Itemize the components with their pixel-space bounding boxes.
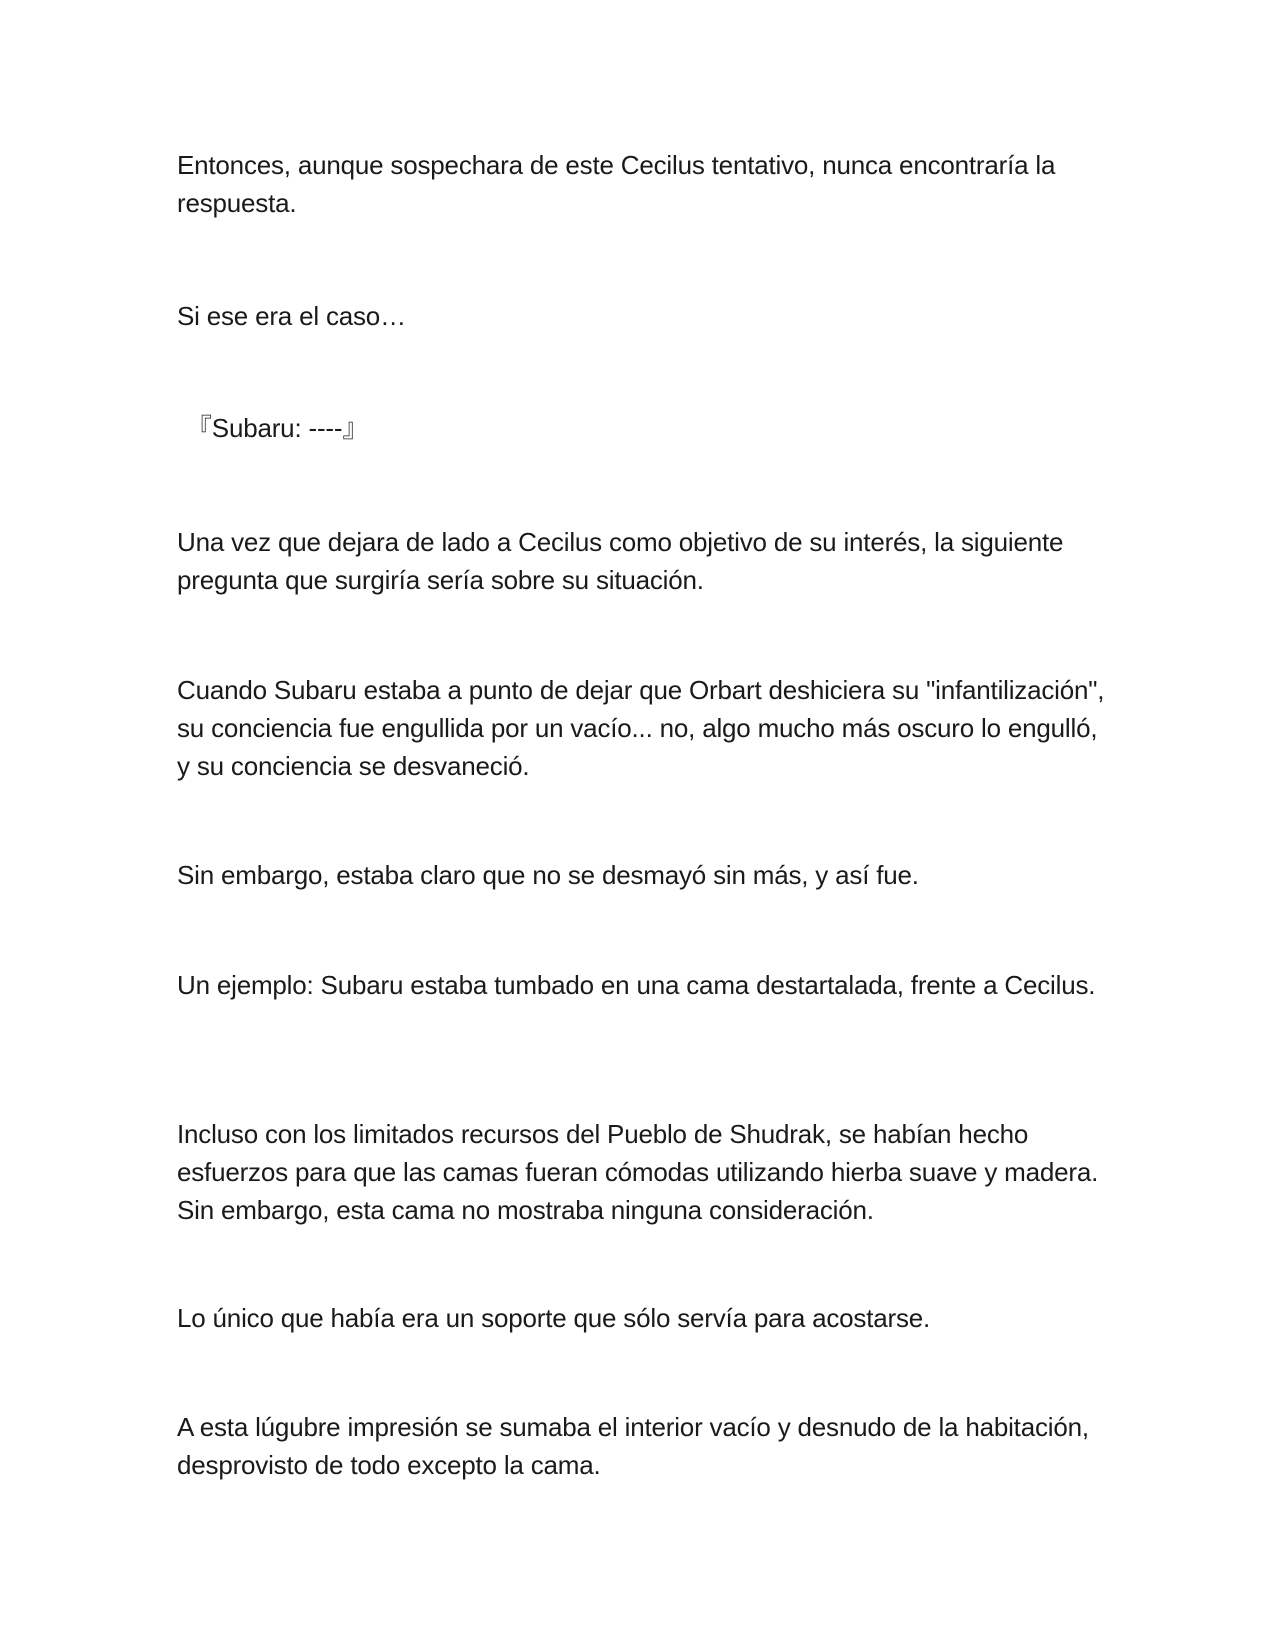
paragraph: Entonces, aunque sospechara de este Cecilus tentativo, nunca encontraría la respuesta. [177,150,1056,218]
paragraph: Lo único que había era un soporte que sólo servía para acostarse. [177,1303,931,1333]
paragraph: Cuando Subaru estaba a punto de dejar que Orbart deshiciera su "infantilización", su conciencia fue engullida por un vacío... no, algo mucho más oscuro lo engulló, y su conciencia se desvaneció. [177,675,1105,781]
paragraph: Una vez que dejara de lado a Cecilus como objetivo de su interés, la siguiente pregunta que surgiría sería sobre su situación. [177,527,1064,595]
paragraph: Un ejemplo: Subaru estaba tumbado en una cama destartalada, frente a Cecilus. [177,970,1096,1000]
dialogue-line: 『Subaru: ----』 [186,413,369,443]
paragraph: Incluso con los limitados recursos del Pueblo de Shudrak, se habían hecho esfuerzos para que las camas fueran cómodas utilizando hierba suave y madera. Sin embargo, esta cama no mostraba ninguna consideración. [177,1119,1099,1225]
paragraph: Si ese era el caso… [177,301,406,331]
paragraph: A esta lúgubre impresión se sumaba el interior vacío y desnudo de la habitación, desprovisto de todo excepto la cama. [177,1412,1089,1480]
paragraph: Sin embargo, estaba claro que no se desmayó sin más, y así fue. [177,860,919,890]
